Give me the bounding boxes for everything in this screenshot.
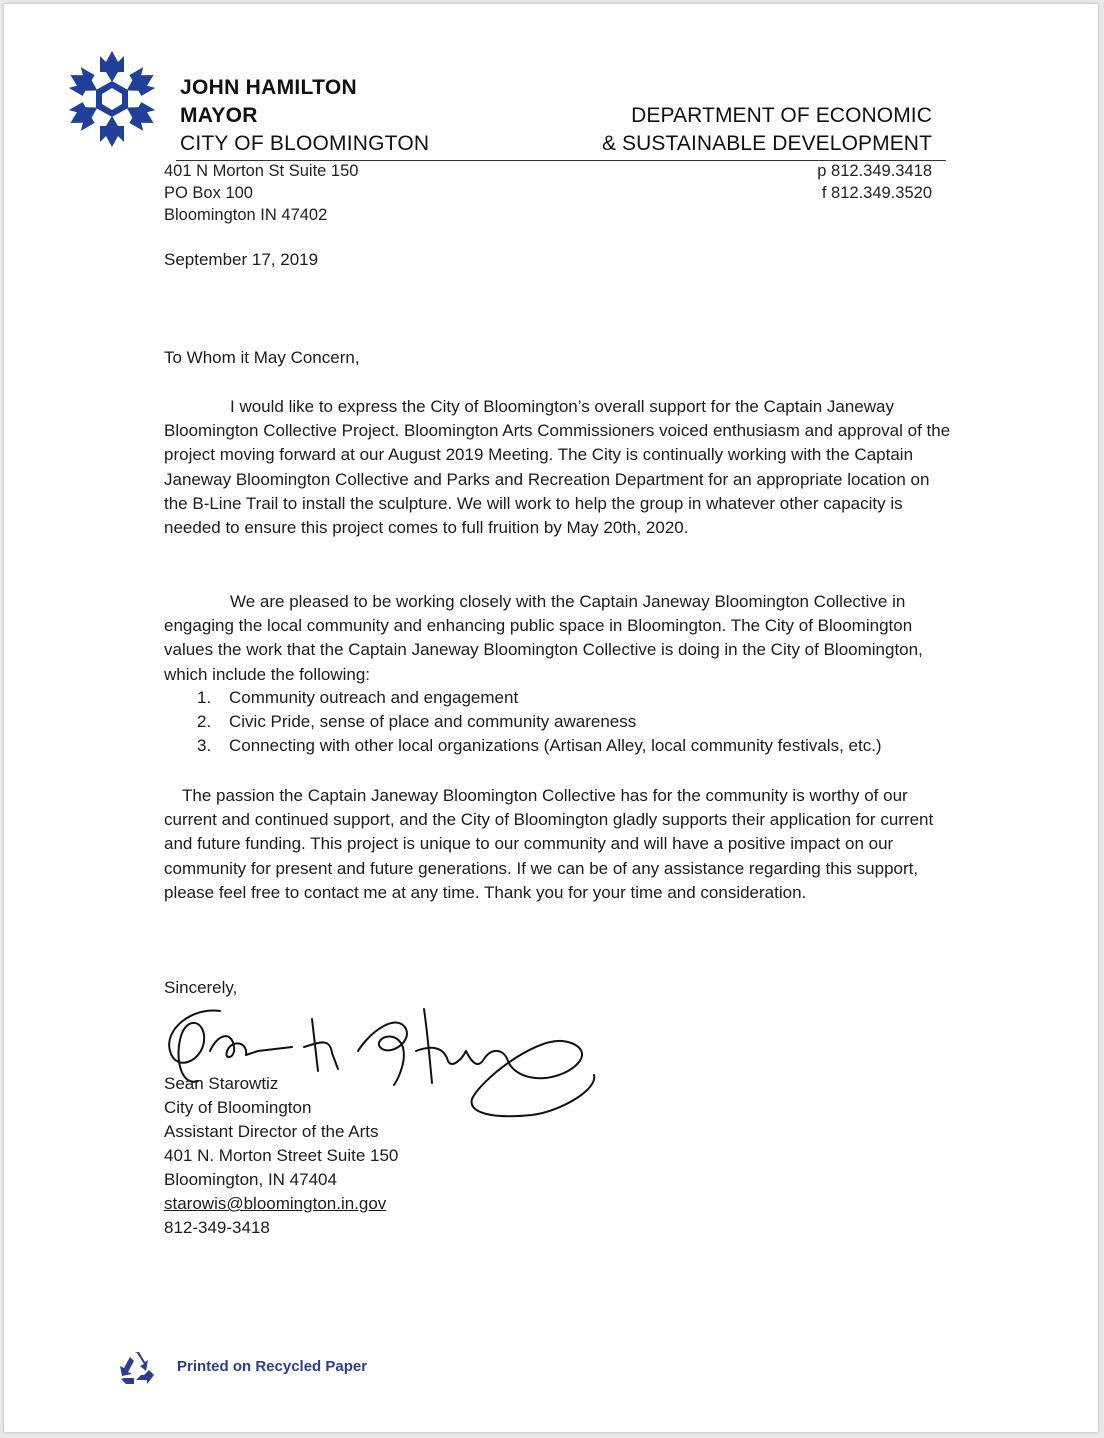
signer-name: Sean Starowtiz bbox=[164, 1074, 279, 1093]
city-logo-icon bbox=[62, 48, 162, 150]
support-list bbox=[164, 686, 882, 759]
address-line: 401 N Morton St Suite 150 bbox=[164, 162, 359, 180]
paragraph-3: The passion the Captain Janeway Bloomington Collective has for the community is worthy of our current and continued support, and the City of Bloomington gladly supports their application for current and future funding. This project is unique to our community and will have a positive impact on our community for present and future generations. If we can be of any assistance regarding this support, please feel free to contact me at any time. Thank you for your time and consideration. bbox=[164, 786, 934, 902]
list-item: 1. Community outreach and engagement bbox=[197, 688, 519, 707]
list-item: 2. Civic Pride, sense of place and community awareness bbox=[197, 712, 637, 732]
signer-org: City of Bloomington bbox=[164, 1098, 312, 1117]
signer-phone: 812-349-3418 bbox=[164, 1218, 270, 1237]
letter-date: September 17, 2019 bbox=[164, 250, 319, 269]
address-line: Bloomington IN 47402 bbox=[164, 206, 328, 224]
mayor-title: MAYOR bbox=[180, 104, 258, 127]
recycle-icon bbox=[118, 1351, 156, 1385]
signer-street: 401 N. Morton Street Suite 150 bbox=[164, 1146, 399, 1165]
phone-number: p 812.349.3418 bbox=[817, 162, 932, 180]
department-line1: DEPARTMENT OF ECONOMIC bbox=[631, 104, 932, 127]
department-line2: & SUSTAINABLE DEVELOPMENT bbox=[601, 132, 932, 155]
signer-email-link[interactable]: starowis@bloomington.in.gov bbox=[164, 1194, 387, 1213]
letter-page bbox=[4, 4, 1098, 1432]
paragraph-2: We are pleased to be working closely with the Captain Janeway Bloomington Collective in engaging the local community and enhancing public space in Bloomington. The City of Bloomington values the work that the Captain Janeway Bloomington Collective is doing in the City of Bloomington, which include the following: bbox=[164, 592, 923, 684]
signer-title: Assistant Director of the Arts bbox=[164, 1122, 379, 1141]
city-name: CITY OF BLOOMINGTON bbox=[180, 132, 430, 155]
mayor-name: JOHN HAMILTON bbox=[180, 76, 357, 99]
closing: Sincerely, bbox=[164, 978, 238, 997]
fax-number: f 812.349.3520 bbox=[821, 184, 932, 202]
salutation: To Whom it May Concern, bbox=[164, 348, 360, 367]
list-item: 3. Connecting with other local organizations (Artisan Alley, local community festivals, etc.) bbox=[197, 736, 882, 756]
recycled-paper-note: Printed on Recycled Paper bbox=[177, 1358, 368, 1375]
paragraph-1: I would like to express the City of Bloomington’s overall support for the Captain Janeway Bloomington Collective Project. Bloomington Arts Commissioners voiced enthusiasm and approval of the project moving forward at our August 2019 Meeting. The City is continually working with the Captain Janeway Bloomington Collective and Parks and Recreation Department for an appropriate location on the B-Line Trail to install the sculpture. We will work to help the group in whatever other capacity is needed to ensure this project comes to full fruition by May 20th, 2020. bbox=[164, 397, 951, 538]
address-line: PO Box 100 bbox=[164, 184, 253, 202]
header-rule bbox=[176, 160, 946, 161]
signer-city-state: Bloomington, IN 47404 bbox=[164, 1170, 337, 1189]
